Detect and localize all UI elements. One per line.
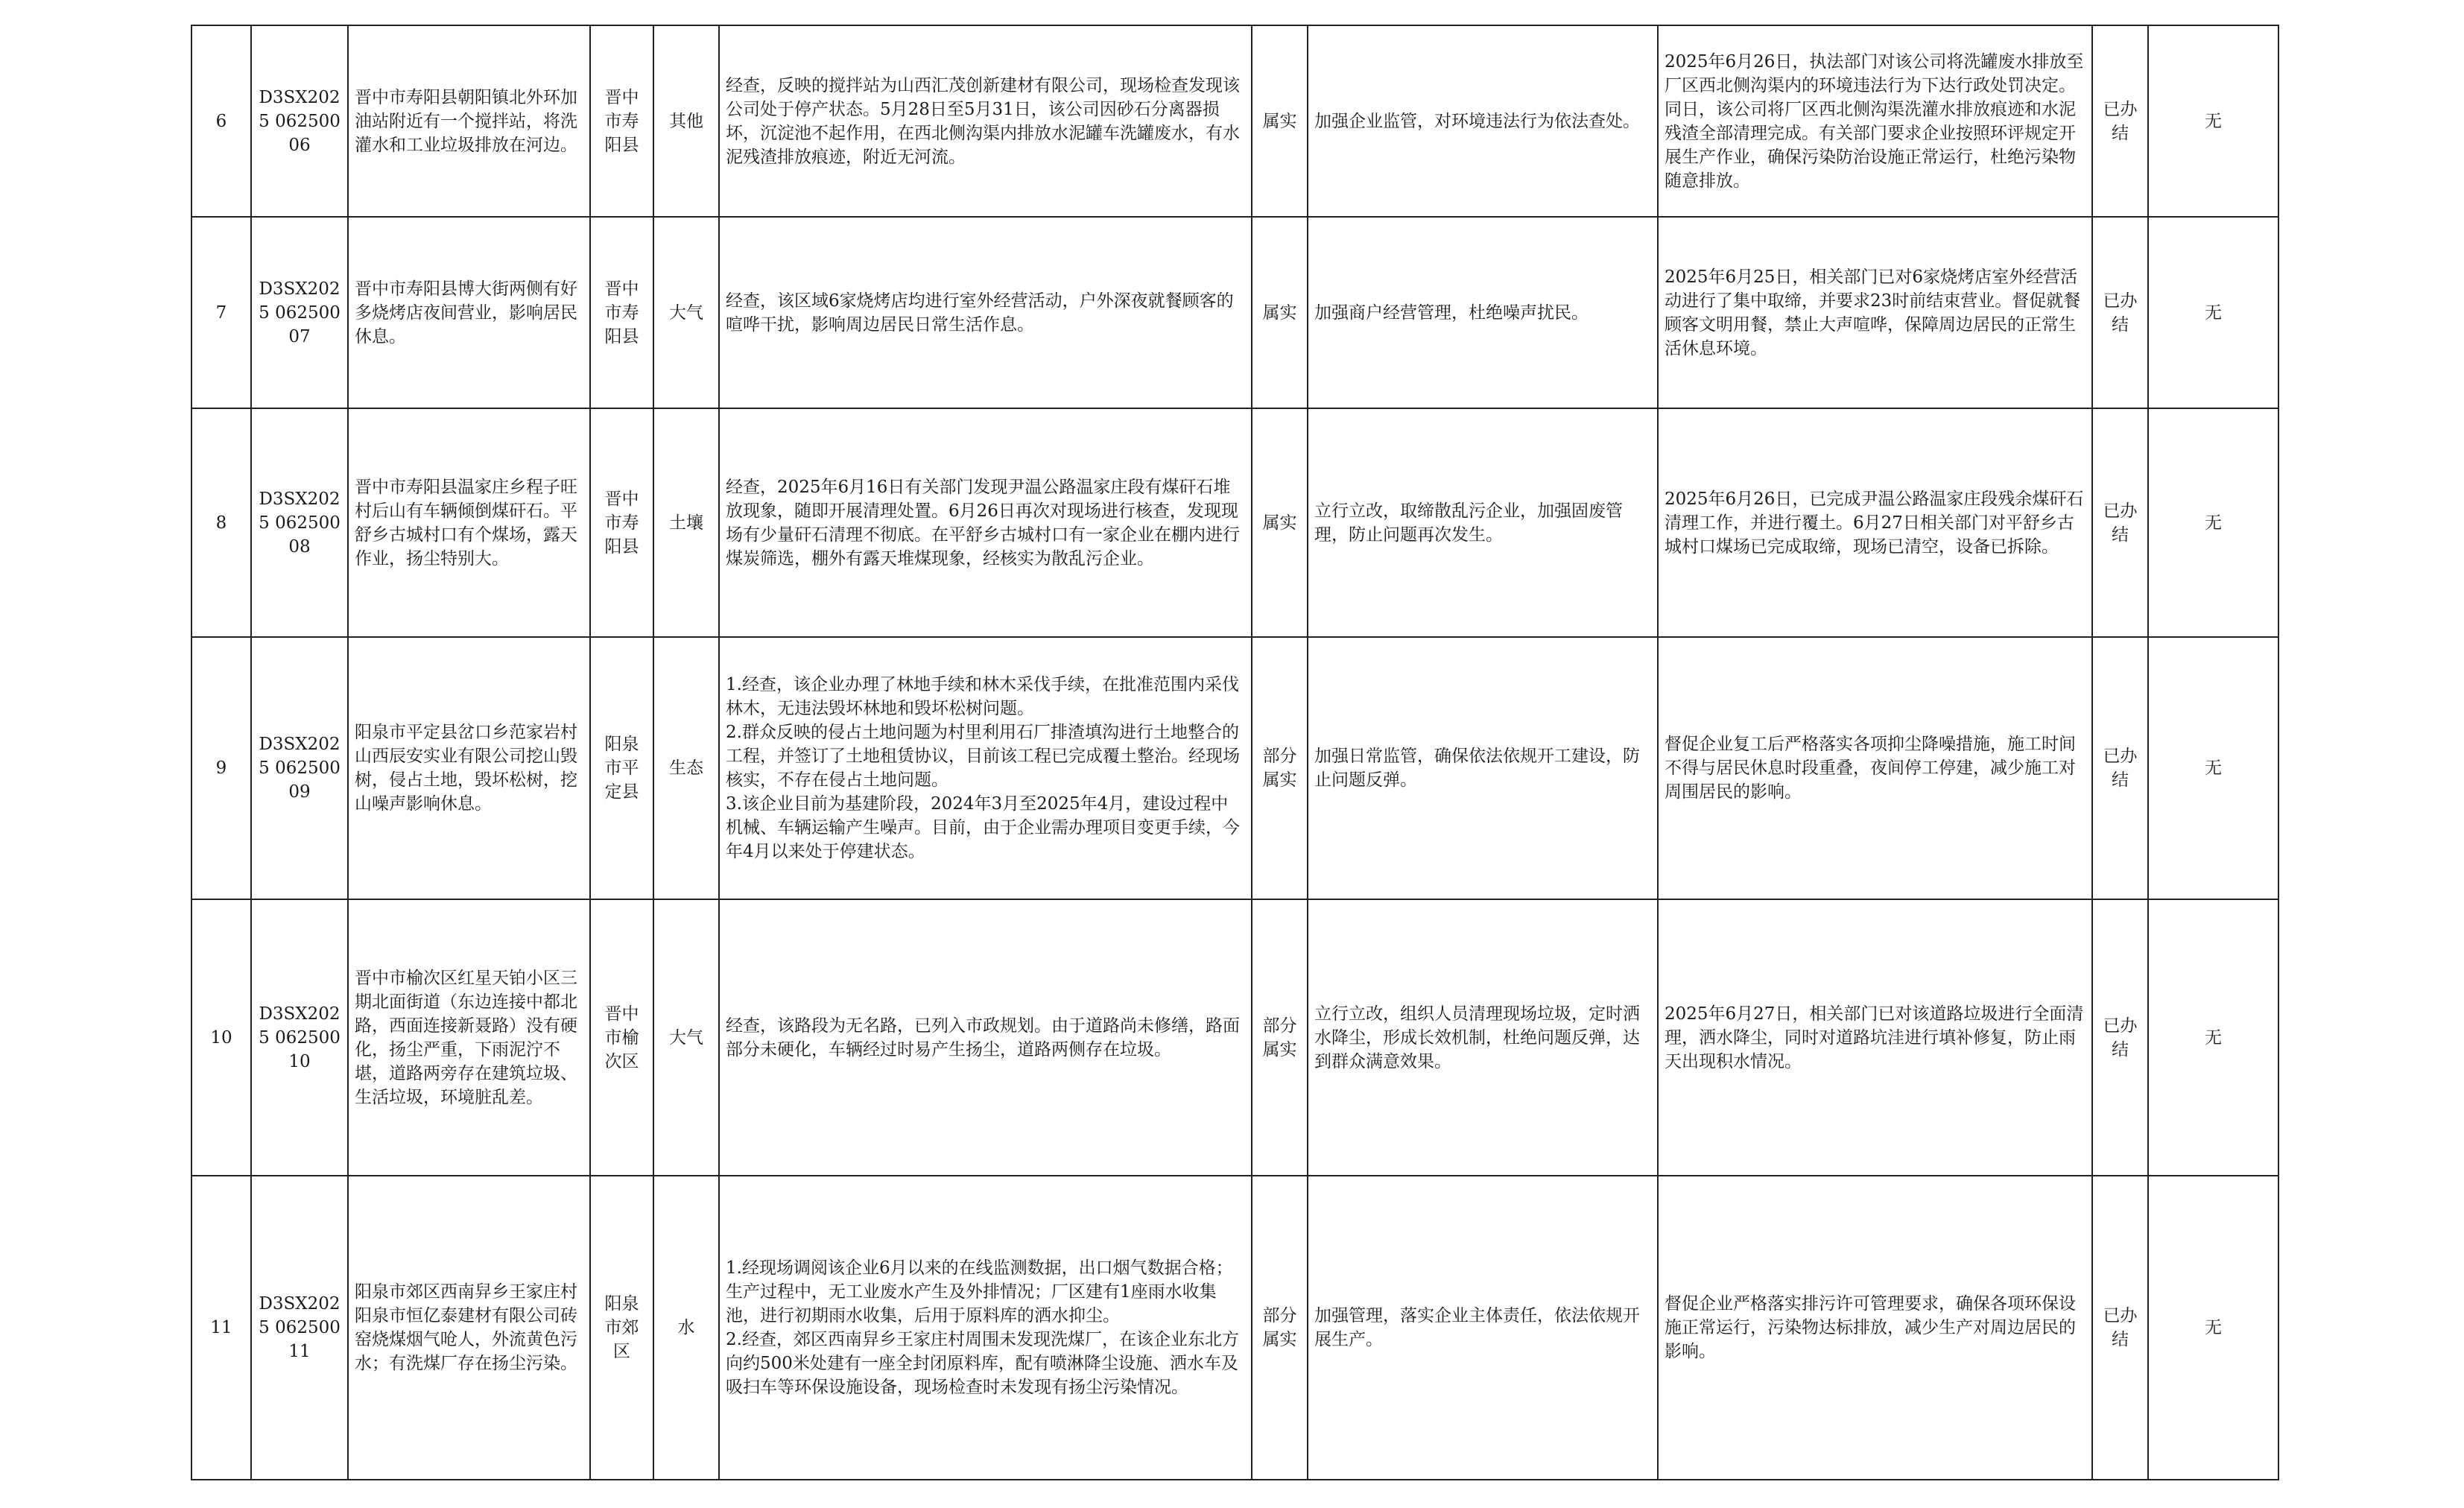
fact-line: 经查，该区域6家烧烤店均进行室外经营活动，户外深夜就餐顾客的喧哗干扰，影响周边居民日常生活作息。 bbox=[726, 291, 1234, 335]
cell-status: 已办结 bbox=[2092, 1176, 2148, 1480]
cell-type: 生态 bbox=[653, 637, 719, 899]
cell-result: 督促企业复工后严格落实各项抑尘降噪措施，施工时间不得与居民休息时段重叠，夜间停工停建，减少施工对周围居民的影响。 bbox=[1658, 637, 2092, 899]
cell-plan: 立行立改，取缔散乱污企业，加强固废管理，防止问题再次发生。 bbox=[1308, 408, 1658, 637]
cell-status: 已办结 bbox=[2092, 408, 2148, 637]
cell-code: D3SX2025 06250009 bbox=[251, 637, 348, 899]
cell-code: D3SX2025 06250011 bbox=[251, 1176, 348, 1480]
cell-accuracy: 部分属实 bbox=[1252, 637, 1308, 899]
cell-code: D3SX2025 06250007 bbox=[251, 217, 348, 408]
cell-result: 督促企业严格落实排污许可管理要求，确保各项环保设施正常运行，污染物达标排放，减少生产对周边居民的影响。 bbox=[1658, 1176, 2092, 1480]
cell-accountability: 无 bbox=[2148, 25, 2278, 217]
cell-fact bbox=[719, 217, 1252, 408]
cell-type: 水 bbox=[653, 1176, 719, 1480]
cell-accuracy: 属实 bbox=[1252, 408, 1308, 637]
cell-accountability: 无 bbox=[2148, 217, 2278, 408]
cell-accountability: 无 bbox=[2148, 1176, 2278, 1480]
table-row bbox=[191, 637, 2278, 899]
cell-fact bbox=[719, 637, 1252, 899]
fact-line: 2.群众反映的侵占土地问题为村里利用石厂排渣填沟进行土地整合的工程，并签订了土地租赁协议，目前该工程已完成覆土整治。经现场核实，不存在侵占土地问题。 bbox=[726, 723, 1240, 790]
table-row bbox=[191, 25, 2278, 217]
fact-line: 经查，反映的搅拌站为山西汇茂创新建材有限公司，现场检查发现该公司处于停产状态。5月28日至5月31日，该公司因砂石分离器损坏，沉淀池不起作用，在西北侧沟渠内排放水泥罐车洗罐废水，有水泥残渣排放痕迹，附近无河流。 bbox=[726, 75, 1240, 167]
cell-accountability: 无 bbox=[2148, 637, 2278, 899]
cell-plan: 加强商户经营管理，杜绝噪声扰民。 bbox=[1308, 217, 1658, 408]
cell-area: 晋中市寿阳县 bbox=[590, 217, 653, 408]
cell-request: 阳泉市平定县岔口乡范家岩村山西辰安实业有限公司挖山毁树，侵占土地，毁坏松树，挖山噪声影响休息。 bbox=[348, 637, 590, 899]
fact-line: 经查，2025年6月16日有关部门发现尹温公路温家庄段有煤矸石堆放现象，随即开展清理处置。6月26日再次对现场进行核查，发现现场有少量矸石清理不彻底。在平舒乡古城村口有一家企业在棚内进行煤炭筛选，棚外有露天堆煤现象，经核实为散乱污企业。 bbox=[726, 477, 1240, 568]
cell-number: 10 bbox=[191, 899, 251, 1176]
cell-plan: 立行立改，组织人员清理现场垃圾，定时洒水降尘，形成长效机制，杜绝问题反弹，达到群众满意效果。 bbox=[1308, 899, 1658, 1176]
fact-line: 1.经现场调阅该企业6月以来的在线监测数据，出口烟气数据合格；生产过程中，无工业废水产生及外排情况；厂区建有1座雨水收集池，进行初期雨水收集，后用于原料库的洒水抑尘。 bbox=[726, 1258, 1233, 1325]
cell-accuracy: 部分属实 bbox=[1252, 899, 1308, 1176]
table-body bbox=[191, 25, 2278, 1480]
cell-accuracy: 部分属实 bbox=[1252, 1176, 1308, 1480]
cell-result: 2025年6月26日，已完成尹温公路温家庄段残余煤矸石清理工作，并进行覆土。6月27日相关部门对平舒乡古城村口煤场已完成取缔，现场已清空，设备已拆除。 bbox=[1658, 408, 2092, 637]
cell-request: 晋中市寿阳县朝阳镇北外环加油站附近有一个搅拌站，将洗灌水和工业垃圾排放在河边。 bbox=[348, 25, 590, 217]
cell-number: 11 bbox=[191, 1176, 251, 1480]
cell-area: 阳泉市平定县 bbox=[590, 637, 653, 899]
cell-code: D3SX2025 06250008 bbox=[251, 408, 348, 637]
cell-number: 7 bbox=[191, 217, 251, 408]
cell-number: 8 bbox=[191, 408, 251, 637]
fact-line: 1.经查，该企业办理了林地手续和林木采伐手续，在批准范围内采伐林木，无违法毁坏林地和毁坏松树问题。 bbox=[726, 675, 1239, 718]
cell-fact bbox=[719, 408, 1252, 637]
cell-fact bbox=[719, 1176, 1252, 1480]
cell-status: 已办结 bbox=[2092, 637, 2148, 899]
cell-plan: 加强日常监管，确保依法依规开工建设，防止问题反弹。 bbox=[1308, 637, 1658, 899]
cell-status: 已办结 bbox=[2092, 217, 2148, 408]
fact-line: 2.经查，郊区西南舁乡王家庄村周围未发现洗煤厂，在该企业东北方向约500米处建有一座全封闭原料库，配有喷淋降尘设施、洒水车及吸扫车等环保设施设备，现场检查时未发现有扬尘污染情况。 bbox=[726, 1330, 1239, 1397]
cell-accountability: 无 bbox=[2148, 899, 2278, 1176]
cell-area: 晋中市榆次区 bbox=[590, 899, 653, 1176]
cell-type: 大气 bbox=[653, 217, 719, 408]
cell-plan: 加强企业监管，对环境违法行为依法查处。 bbox=[1308, 25, 1658, 217]
cell-code: D3SX2025 06250006 bbox=[251, 25, 348, 217]
cell-number: 9 bbox=[191, 637, 251, 899]
table-row bbox=[191, 899, 2278, 1176]
cell-type: 大气 bbox=[653, 899, 719, 1176]
cell-status: 已办结 bbox=[2092, 25, 2148, 217]
cell-accountability: 无 bbox=[2148, 408, 2278, 637]
fact-line: 经查，该路段为无名路，已列入市政规划。由于道路尚未修缮，路面部分未硬化，车辆经过时易产生扬尘，道路两侧存在垃圾。 bbox=[726, 1016, 1240, 1059]
table-row bbox=[191, 408, 2278, 637]
cell-type: 土壤 bbox=[653, 408, 719, 637]
fact-line: 3.该企业目前为基建阶段，2024年3月至2025年4月，建设过程中机械、车辆运输产生噪声。目前，由于企业需办理项目变更手续，今年4月以来处于停建状态。 bbox=[726, 794, 1240, 861]
cell-request: 晋中市寿阳县温家庄乡程子旺村后山有车辆倾倒煤矸石。平舒乡古城村口有个煤场，露天作业，扬尘特别大。 bbox=[348, 408, 590, 637]
table-row bbox=[191, 1176, 2278, 1480]
cell-fact bbox=[719, 25, 1252, 217]
cell-area: 阳泉市郊区 bbox=[590, 1176, 653, 1480]
cell-fact bbox=[719, 899, 1252, 1176]
cell-request: 晋中市榆次区红星天铂小区三期北面街道（东边连接中都北路，西面连接新聂路）没有硬化，扬尘严重，下雨泥泞不堪，道路两旁存在建筑垃圾、生活垃圾，环境脏乱差。 bbox=[348, 899, 590, 1176]
cell-accuracy: 属实 bbox=[1252, 25, 1308, 217]
cell-number: 6 bbox=[191, 25, 251, 217]
cell-request: 晋中市寿阳县博大街两侧有好多烧烤店夜间营业，影响居民休息。 bbox=[348, 217, 590, 408]
cell-request: 阳泉市郊区西南舁乡王家庄村阳泉市恒亿泰建材有限公司砖窑烧煤烟气呛人，外流黄色污水；有洗煤厂存在扬尘污染。 bbox=[348, 1176, 590, 1480]
cell-result: 2025年6月26日，执法部门对该公司将洗罐废水排放至厂区西北侧沟渠内的环境违法行为下达行政处罚决定。同日，该公司将厂区西北侧沟渠洗灌水排放痕迹和水泥残渣全部清理完成。有关部门要求企业按照环评规定开展生产作业，确保污染防治设施正常运行，杜绝污染物随意排放。 bbox=[1658, 25, 2092, 217]
cell-result: 2025年6月27日，相关部门已对该道路垃圾进行全面清理，洒水降尘，同时对道路坑洼进行填补修复，防止雨天出现积水情况。 bbox=[1658, 899, 2092, 1176]
cell-plan: 加强管理，落实企业主体责任，依法依规开展生产。 bbox=[1308, 1176, 1658, 1480]
cell-result: 2025年6月25日，相关部门已对6家烧烤店室外经营活动进行了集中取缔，并要求23时前结束营业。督促就餐顾客文明用餐，禁止大声喧哗，保障周边居民的正常生活休息环境。 bbox=[1658, 217, 2092, 408]
cell-status: 已办结 bbox=[2092, 899, 2148, 1176]
cell-area: 晋中市寿阳县 bbox=[590, 25, 653, 217]
table-row bbox=[191, 217, 2278, 408]
cell-area: 晋中市寿阳县 bbox=[590, 408, 653, 637]
complaint-table bbox=[191, 25, 2279, 1480]
cell-code: D3SX2025 06250010 bbox=[251, 899, 348, 1176]
cell-accuracy: 属实 bbox=[1252, 217, 1308, 408]
cell-type: 其他 bbox=[653, 25, 719, 217]
